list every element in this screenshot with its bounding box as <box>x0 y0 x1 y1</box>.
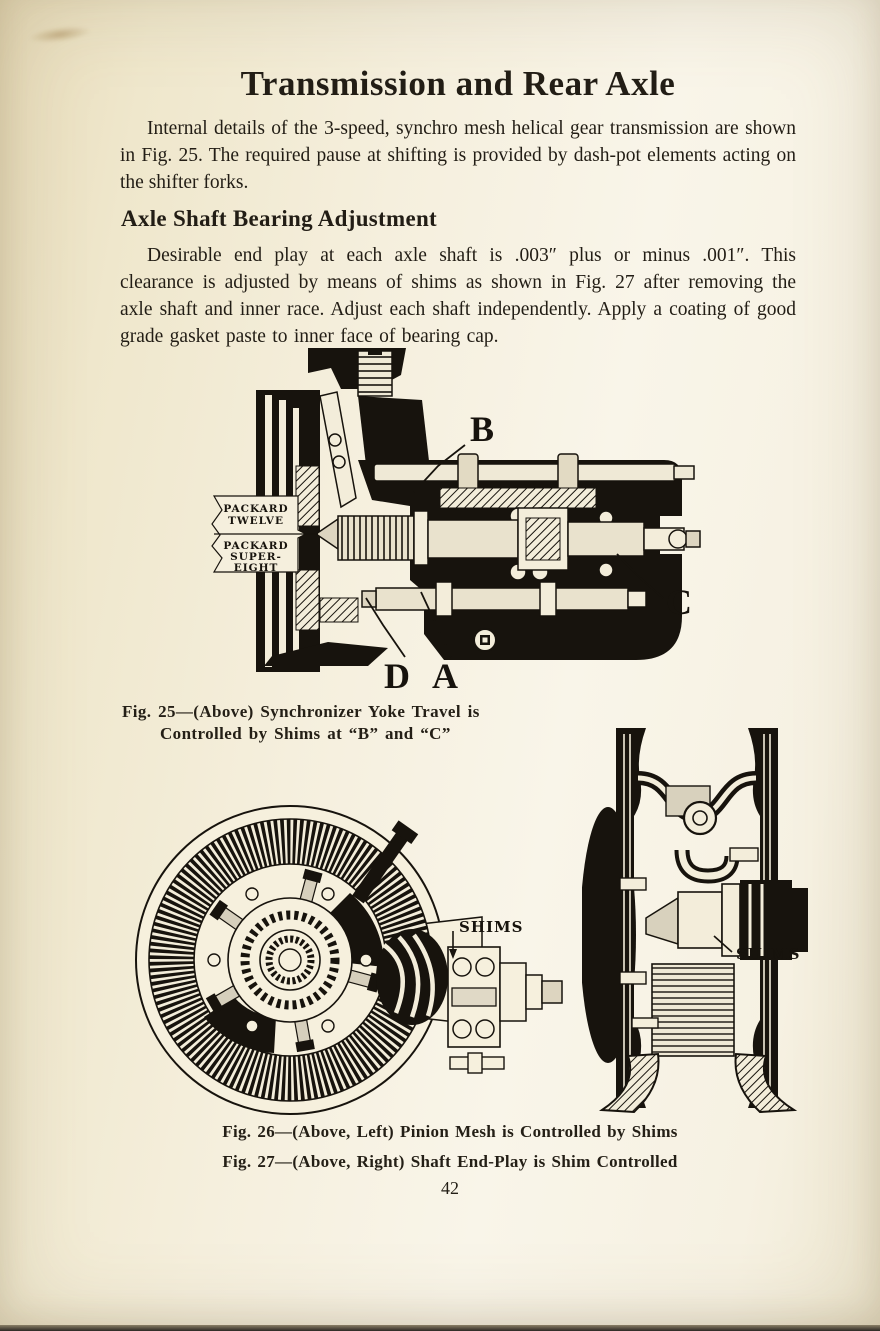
fig25-shifter-rail <box>374 464 676 481</box>
section-heading: Axle Shaft Bearing Adjustment <box>121 206 438 231</box>
fig25-caption <box>122 701 480 745</box>
fig25-label-c: C <box>666 582 692 622</box>
fig27-brake-fins <box>652 964 734 1056</box>
fig25-release-fork <box>320 392 356 507</box>
fig25-counter-collar <box>540 582 556 616</box>
fig25-shift-tower <box>358 396 429 465</box>
fig25-callout-eight: EIGHT <box>233 562 279 574</box>
fig25-output-shaft <box>568 522 644 556</box>
fig27-axle-taper <box>646 898 678 944</box>
fig27-bearing-cone <box>693 811 707 825</box>
fig25-splined-shaft <box>338 516 414 560</box>
fig27-stud <box>620 878 646 890</box>
fig27-fitting <box>730 848 758 861</box>
fig26-caption: Fig. 26—(Above, Left) Pinion Mesh is Controlled by Shims <box>222 1122 678 1141</box>
fig26-differential-drawing <box>112 785 567 1120</box>
fig26-flange-hub <box>526 975 542 1009</box>
page-title: Transmission and Rear Axle <box>240 64 676 103</box>
fig25-caption-line2: Controlled by Shims at “B” and “C” <box>160 724 451 743</box>
fig25-yoke <box>686 531 700 547</box>
fig25-callout-twelve: TWELVE <box>228 515 284 527</box>
page-number: 42 <box>441 1178 459 1198</box>
paper-smudge <box>27 23 92 46</box>
fig25-caption-line1: Fig. 25—(Above) Synchronizer Yoke Travel is <box>122 702 480 721</box>
fig26-lower-nut <box>468 1053 482 1073</box>
fig25-main-shaft <box>428 520 518 558</box>
fig25-clutch-disc-upper <box>296 466 319 526</box>
fig25-counter-end <box>362 591 376 607</box>
fig27-flange-leg-left <box>602 1054 659 1112</box>
fig25-gear-teeth-band <box>440 488 596 508</box>
fig25-callout-super: SUPER- <box>230 551 282 563</box>
fig25-transmission-drawing <box>208 348 708 693</box>
fig25-clutch-disc-lower <box>296 570 319 630</box>
fig25-yoke-eye <box>669 530 687 548</box>
fig25-rail-end-cap <box>674 466 694 479</box>
fig27-shaft-cap <box>792 888 808 952</box>
fig25-label-d: D <box>384 656 410 693</box>
fig27-shims-label: SHIMS <box>736 945 801 963</box>
fig25-countershaft <box>376 588 628 610</box>
fig25-callout-packard1: PACKARD <box>223 503 289 515</box>
fig25-shaft-collar <box>414 511 428 565</box>
fig27-stud <box>620 972 646 984</box>
fig27-hub-cylinder <box>678 892 722 948</box>
scan-edge-bar <box>0 1325 880 1331</box>
fig25-clutch-springs <box>320 598 358 622</box>
fig25-label-a: A <box>432 656 458 693</box>
fig25-counter-collar <box>436 582 452 616</box>
fig25-shift-fork-boss <box>558 454 578 492</box>
fig26-companion-flange <box>500 963 526 1021</box>
fig25-callout-packard2: PACKARD <box>223 540 289 552</box>
fig25-synchro-teeth <box>526 518 560 560</box>
fig27-stud <box>632 1018 658 1028</box>
fig25-drain-square-inner <box>483 638 488 643</box>
section-paragraph: Desirable end play at each axle shaft is .003″ plus or minus .001″. This clearance is adjusted by means of shims as shown in Fig. 27 after removing the axle shaft and inner race. Adjust each shaft independently. Apply a coating of good grade gasket paste to inner face of bearing cap. <box>120 245 796 347</box>
fig25-shift-fork-boss <box>458 454 478 492</box>
fig27-flange-leg-right <box>736 1054 795 1112</box>
fig25-spring-bolt <box>368 348 382 355</box>
fig25-fork-pivot <box>329 434 341 446</box>
fig27-axle-drawing <box>582 720 822 1115</box>
fig26-shaft-end <box>542 981 562 1003</box>
intro-paragraph: Internal details of the 3-speed, synchro mesh helical gear transmission are shown in Fig. 25. The required pause at shifting is provided by dash-pot elements acting on the shifter forks. <box>120 118 796 193</box>
fig27-caption: Fig. 27—(Above, Right) Shaft End-Play is Shim Controlled <box>222 1152 678 1171</box>
fig25-label-b: B <box>470 409 495 449</box>
fig25-fork-pivot <box>333 456 345 468</box>
fig25-spring <box>358 351 392 396</box>
fig26-shims-label: SHIMS <box>459 918 524 936</box>
fig25-bearing <box>599 563 613 577</box>
fig26-pinion-shaft-mid <box>452 988 496 1006</box>
fig25-counter-end <box>628 591 646 607</box>
fig26-bore-center <box>279 949 301 971</box>
